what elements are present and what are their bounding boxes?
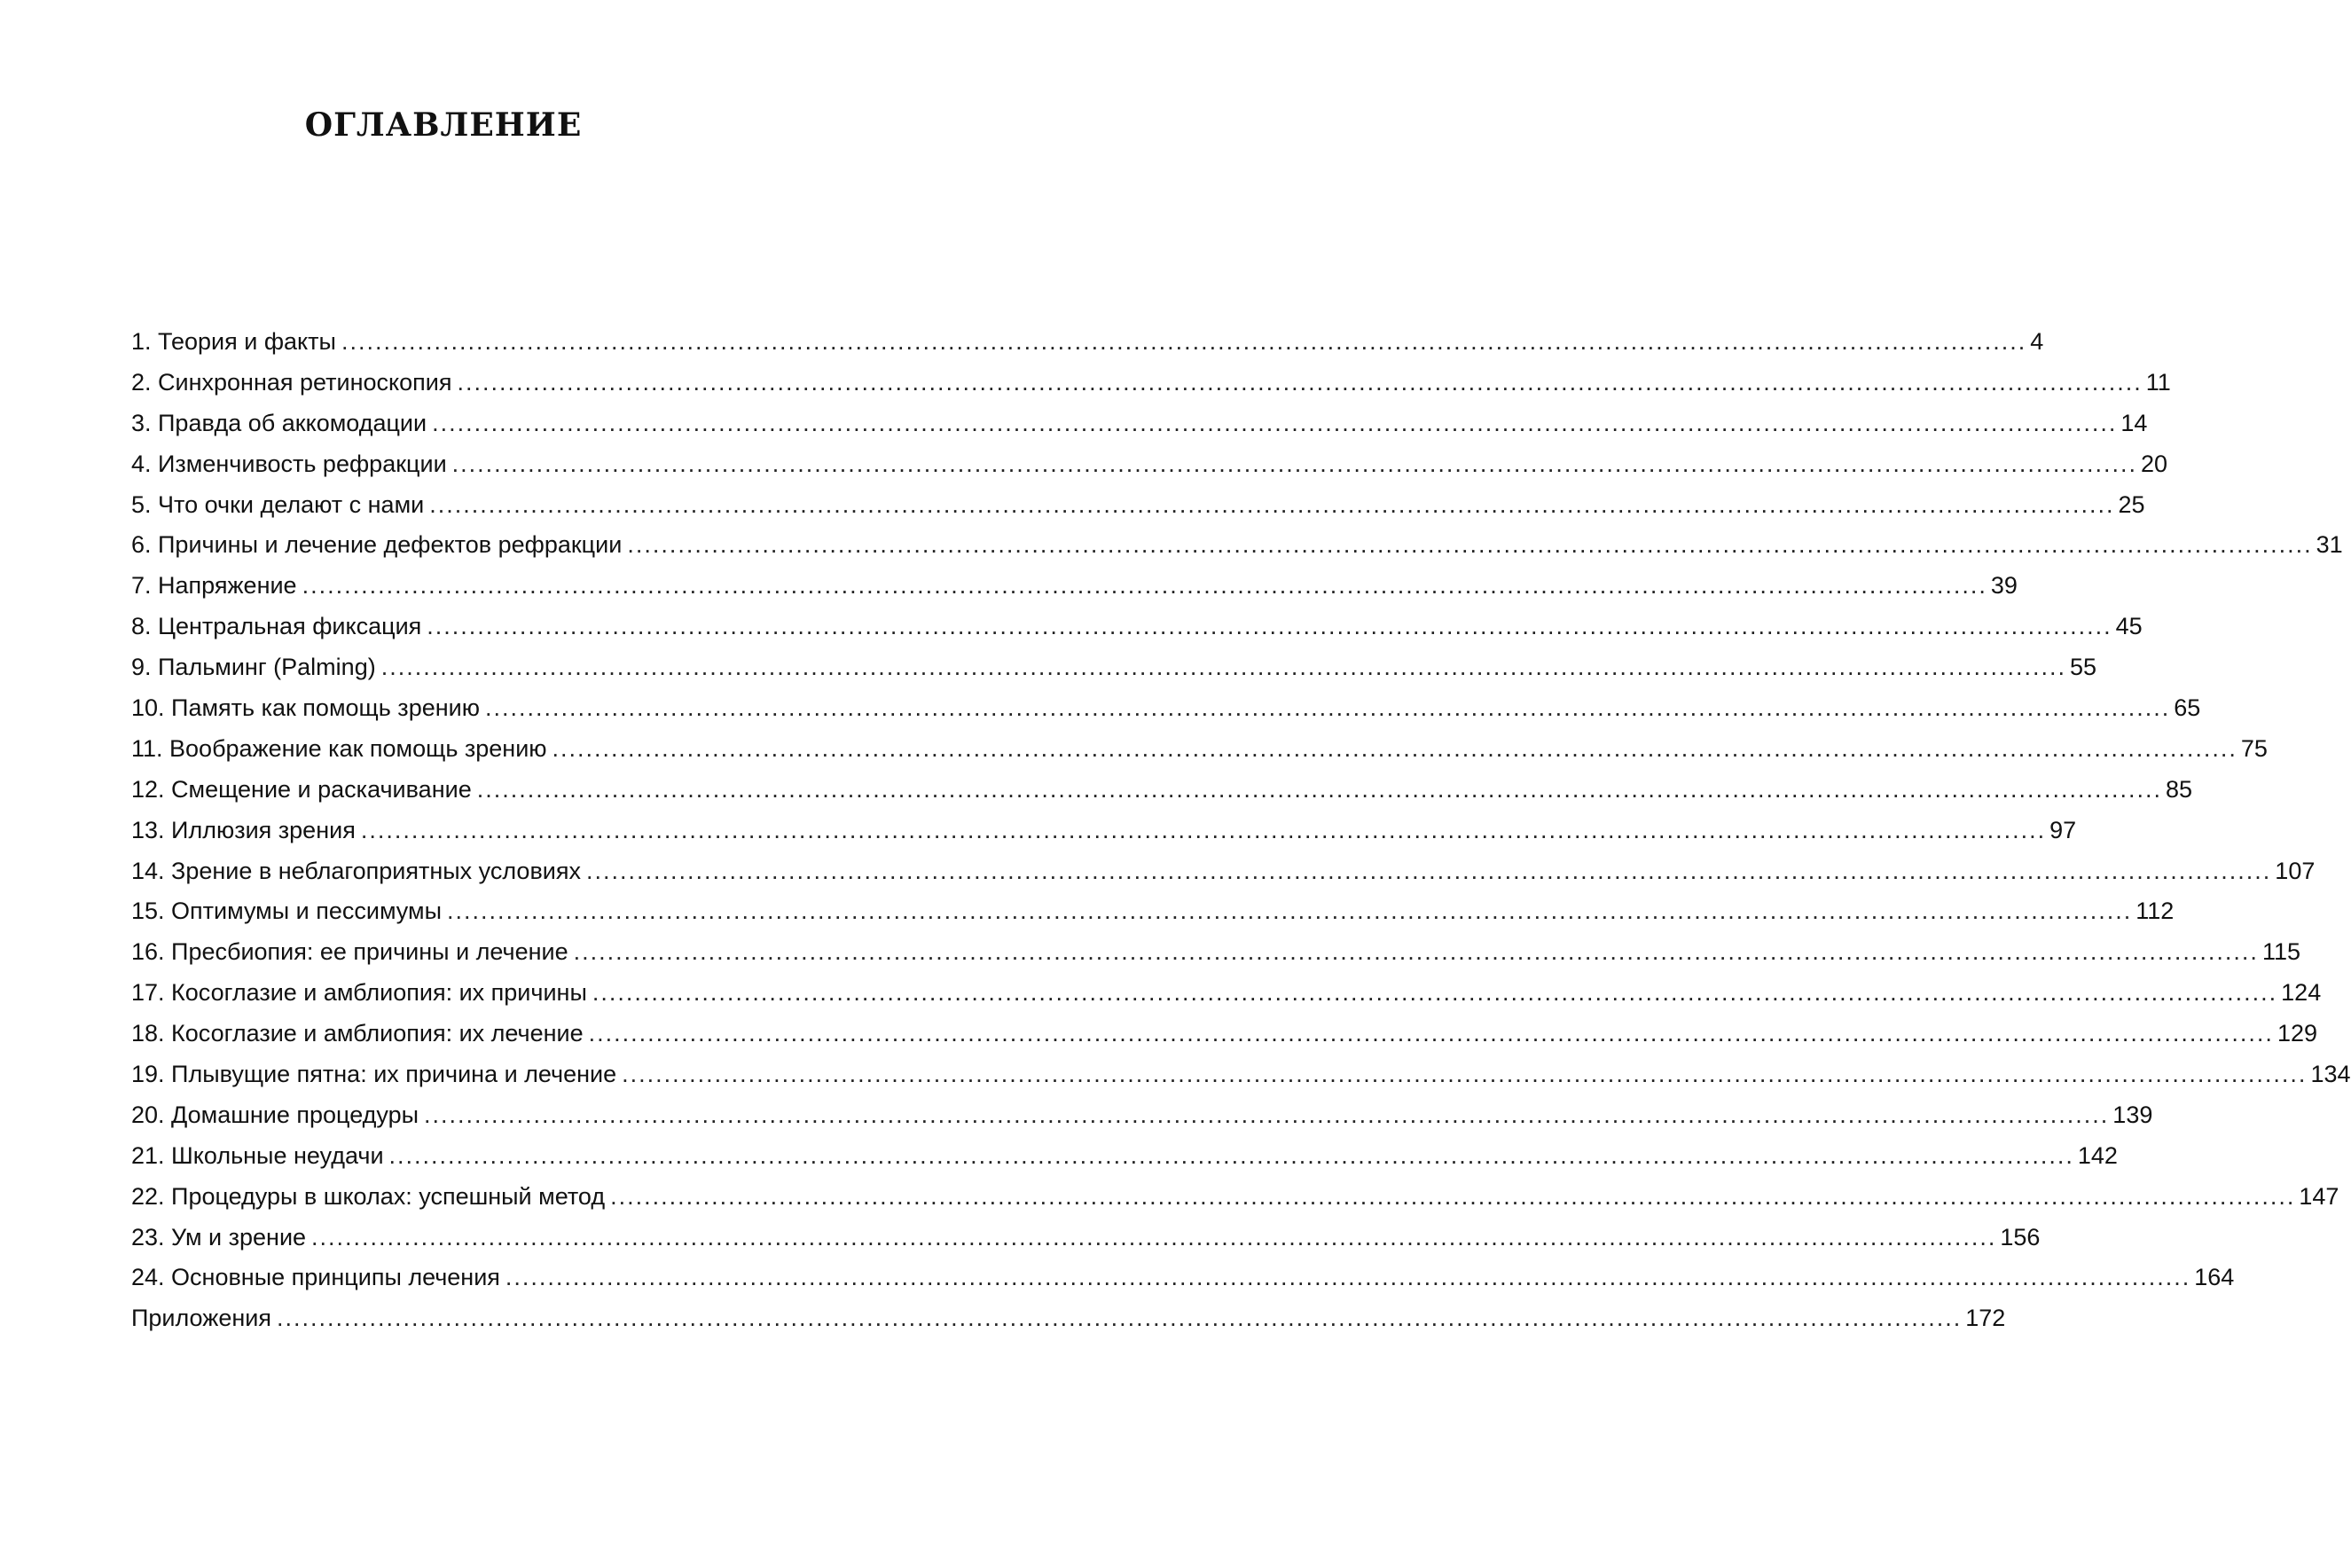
toc-entry — [131, 1020, 2317, 1061]
toc-entry-title: 7. Напряжение — [131, 572, 297, 600]
toc-entry-page: 156 — [2000, 1223, 2041, 1250]
toc-entry — [131, 490, 2145, 532]
toc-entry — [131, 1305, 2006, 1345]
toc-entry — [131, 613, 2143, 654]
toc-entry-title: 15. Оптимумы и пессимумы — [131, 898, 442, 925]
toc-entry-title: 1. Теория и факты — [131, 328, 336, 355]
dot-leader: ........................................................................................................................................................................................................ — [588, 1020, 2274, 1047]
dot-leader: ........................................................................................................................................................................................................ — [429, 490, 2115, 518]
toc-entry-page: 25 — [2118, 490, 2145, 518]
dot-leader: ........................................................................................................................................................................................................ — [592, 979, 2278, 1007]
toc-entry — [131, 898, 2175, 938]
toc-entry-page: 147 — [2299, 1182, 2339, 1210]
toc-entry-title: 16. Пресбиопия: ее причины и лечение — [131, 938, 568, 966]
toc-entry-title: 24. Основные принципы лечения — [131, 1264, 500, 1291]
toc-entry-page: 112 — [2135, 898, 2175, 925]
toc-entry-page: 4 — [2030, 328, 2044, 355]
toc-entry — [131, 1101, 2153, 1142]
toc-entry — [131, 1264, 2235, 1305]
toc-entry-page: 85 — [2166, 775, 2193, 803]
dot-leader: ........................................................................................................................................................................................................ — [627, 531, 2313, 559]
toc-entry-page: 20 — [2140, 450, 2167, 477]
toc-entry — [131, 450, 2167, 491]
toc-entry-title: 20. Домашние процедуры — [131, 1101, 419, 1128]
dot-leader: ........................................................................................................................................................................................................ — [432, 409, 2118, 436]
toc-entry-title: 4. Изменчивость рефракции — [131, 450, 447, 477]
toc-entry-page: 39 — [1990, 572, 2018, 600]
toc-entry — [131, 1223, 2041, 1265]
toc-entry-title: 5. Что очки делают с нами — [131, 490, 425, 518]
toc-entry-page: 45 — [2115, 613, 2143, 640]
toc-entry-page: 142 — [2077, 1141, 2118, 1169]
toc-entry — [131, 328, 2044, 369]
toc-entry-title: Приложения — [131, 1305, 271, 1332]
toc-entry-title: 14. Зрение в неблагоприятных условиях — [131, 857, 581, 884]
toc-entry-title: 13. Иллюзия зрения — [131, 816, 356, 843]
toc-entry — [131, 368, 2171, 410]
toc-entry — [131, 654, 2097, 694]
dot-leader: ........................................................................................................................................................................................................ — [380, 654, 2066, 681]
dot-leader: ........................................................................................................................................................................................................ — [451, 450, 2137, 477]
toc-entry-page: 55 — [2070, 654, 2097, 681]
toc-entry-page: 97 — [2049, 816, 2077, 843]
toc-entry-title: 8. Центральная фиксация — [131, 613, 422, 640]
dot-leader: ........................................................................................................................................................................................................ — [446, 898, 2133, 925]
toc-entry-title: 11. Воображение как помощь зрению — [131, 734, 547, 762]
dot-leader: ........................................................................................................................................................................................................ — [457, 368, 2143, 396]
toc-entry — [131, 694, 2201, 735]
toc-entry — [131, 979, 2322, 1020]
toc-entry-page: 172 — [1965, 1305, 2006, 1332]
toc-entry-title: 2. Синхронная ретиноскопия — [131, 368, 452, 396]
dot-leader: ........................................................................................................................................................................................................ — [484, 694, 2171, 722]
dot-leader: ........................................................................................................................................................................................................ — [610, 1182, 2296, 1210]
toc-entry-page: 164 — [2194, 1264, 2235, 1291]
dot-leader: ........................................................................................................................................................................................................ — [573, 938, 2259, 966]
toc-entry-page: 107 — [2275, 857, 2316, 884]
dot-leader: ........................................................................................................................................................................................................ — [360, 816, 2047, 843]
toc-entry-page: 139 — [2112, 1101, 2153, 1128]
dot-leader: ........................................................................................................................................................................................................ — [622, 1061, 2308, 1088]
toc-entry-title: 6. Причины и лечение дефектов рефракции — [131, 531, 623, 559]
toc-entry — [131, 938, 2300, 979]
toc-entry-page: 31 — [2316, 531, 2343, 559]
toc-entry-page: 124 — [2281, 979, 2322, 1007]
page-title: ОГЛАВЛЕНИЕ — [304, 106, 583, 144]
toc-entry-page: 75 — [2240, 734, 2268, 762]
toc-entry-title: 19. Плывущие пятна: их причина и лечение — [131, 1061, 617, 1088]
toc-entry — [131, 572, 2018, 613]
dot-leader: ........................................................................................................................................................................................................ — [276, 1305, 1963, 1332]
toc-entry — [131, 531, 2343, 572]
toc-entry-title: 18. Косоглазие и амблиопия: их лечение — [131, 1020, 584, 1047]
toc-entry — [131, 857, 2316, 898]
toc-entry — [131, 816, 2077, 858]
toc-entry-page: 129 — [2277, 1020, 2317, 1047]
dot-leader: ........................................................................................................................................................................................................ — [341, 328, 2027, 355]
toc-entry-title: 3. Правда об аккомодации — [131, 409, 427, 436]
toc-entry-page: 65 — [2174, 694, 2201, 722]
table-of-contents — [131, 328, 2351, 1345]
dot-leader: ........................................................................................................................................................................................................ — [424, 1101, 2110, 1128]
dot-leader: ........................................................................................................................................................................................................ — [552, 734, 2237, 762]
toc-entry-page: 11 — [2145, 368, 2171, 396]
dot-leader: ........................................................................................................................................................................................................ — [311, 1223, 1997, 1250]
toc-entry-title: 23. Ум и зрение — [131, 1223, 307, 1250]
dot-leader: ........................................................................................................................................................................................................ — [586, 857, 2272, 884]
toc-entry — [131, 1061, 2351, 1102]
dot-leader: ........................................................................................................................................................................................................ — [476, 775, 2163, 803]
dot-leader: ........................................................................................................................................................................................................ — [505, 1264, 2191, 1291]
toc-entry — [131, 734, 2268, 776]
toc-entry — [131, 409, 2148, 451]
toc-entry-title: 21. Школьные неудачи — [131, 1141, 384, 1169]
toc-entry-title: 17. Косоглазие и амблиопия: их причины — [131, 979, 587, 1007]
toc-entry — [131, 1182, 2339, 1224]
toc-entry-title: 10. Память как помощь зрению — [131, 694, 480, 722]
toc-entry-title: 12. Смещение и раскачивание — [131, 775, 472, 803]
toc-entry-title: 22. Процедуры в школах: успешный метод — [131, 1182, 606, 1210]
toc-entry-page: 134 — [2310, 1061, 2351, 1088]
dot-leader: ........................................................................................................................................................................................................ — [302, 572, 1987, 600]
toc-entry — [131, 775, 2193, 817]
toc-entry — [131, 1141, 2118, 1183]
toc-entry-page: 115 — [2261, 938, 2300, 966]
toc-entry-page: 14 — [2120, 409, 2148, 436]
dot-leader: ........................................................................................................................................................................................................ — [388, 1141, 2074, 1169]
toc-entry-title: 9. Пальминг (Palming) — [131, 654, 376, 681]
dot-leader: ........................................................................................................................................................................................................ — [427, 613, 2112, 640]
